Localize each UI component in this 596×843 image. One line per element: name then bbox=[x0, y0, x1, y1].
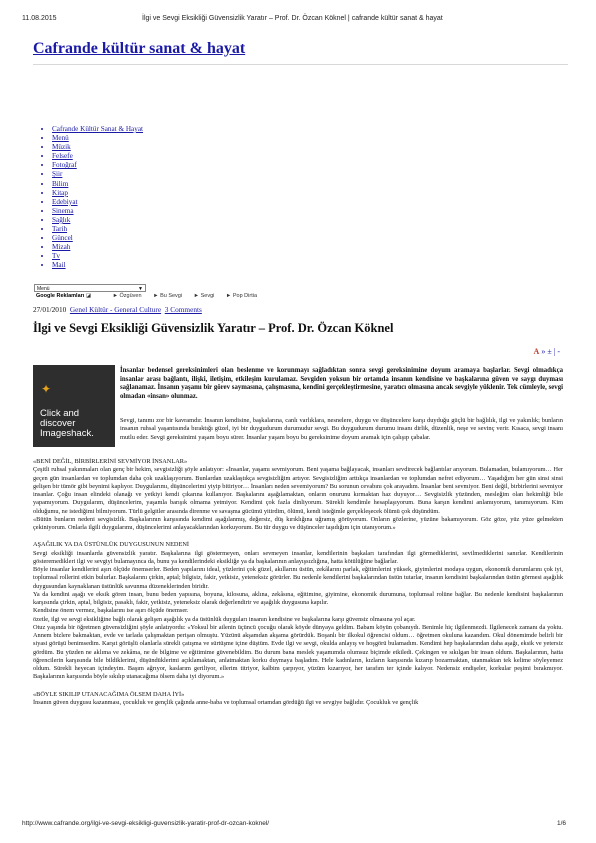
nav-item-health[interactable]: • Sağlık bbox=[52, 216, 143, 225]
category-link[interactable]: Genel Kültür - General Culture bbox=[69, 305, 162, 314]
ad-link[interactable]: ► Özgüven bbox=[112, 293, 142, 299]
nav-item-science[interactable]: • Bilim bbox=[52, 180, 143, 189]
paragraph: Sevgi eksikliği insanlarda güvensizlik yaratır. Başkalarına ilgi göstermeyen, onları sevmeyen insanlar, kendilerinin başkaları tarafından ilgi görmediklerini, sevilmediklerini sanırlar. Kendilerinin gösteremedikleri ilgi ve sevgiyi bulamayınca da, bunu ya kendilerindeki eksikliğe ya da başkalarının anlayışsızlığına, hatta kötülüğüne bağlarlar. bbox=[33, 549, 563, 565]
paragraph: «Bütün bunların nedeni sevgisizlik. Başkalarının karşısında kendimi aşağılanmış, değersiz, düş kırıklığına uğramış görüyorum. Onların gözlerine, yüzüne bakamıyorum. Göz göze, yüz yüze gelmekten çekiniyorum. Onlarla ilgili duygularımı, düşüncelerimi anlayacaklarından korkuyorum. Bu tür duygu ve düşünceler taşıdığım için utanıyorum.» bbox=[33, 515, 563, 531]
page-number: 1/6 bbox=[556, 820, 566, 827]
ad-bar bbox=[36, 293, 267, 299]
print-title: İlgi ve Sevgi Eksikliği Güvensizlik Yaratır – Prof. Dr. Özcan Köknel | cafrande kültür sanat & hayat bbox=[142, 15, 443, 22]
section-heading: «BÖYLE SIKILIP UTANACAĞIMA ÖLSEM DAHA İYİ» bbox=[33, 690, 185, 698]
page-url: http://www.cafrande.org/ilgi-ve-sevgi-eksikligi-guvensizlik-yaratir-prof-dr-ozcan-koknel/ bbox=[22, 820, 270, 827]
ad-choice-icon: ◪ bbox=[85, 293, 92, 299]
main-nav bbox=[36, 125, 143, 271]
nav-item-history[interactable]: • Tarih bbox=[52, 225, 143, 234]
section-heading: AŞAĞILIK YA DA ÜSTÜNLÜK DUYGUSUNUN NEDENİ bbox=[33, 541, 189, 549]
comments-link[interactable]: 3 Comments bbox=[164, 305, 202, 314]
paragraph: İnsanın güven duygusu kazanması, çocukluk ve gençlik çağında anne-baba ve toplumsal ortamdan gördüğü ilgi ve sevgiye bağlıdır. Çocukluk ve gençlik bbox=[33, 698, 419, 706]
post-date: 27/01/2010 bbox=[33, 305, 67, 314]
print-footer bbox=[22, 820, 574, 827]
nav-item-poetry[interactable]: • Şiir bbox=[52, 170, 143, 179]
nav-item-menu[interactable]: • Menü bbox=[52, 134, 143, 143]
print-date: 11.08.2015 bbox=[22, 15, 57, 22]
post-meta bbox=[33, 305, 202, 314]
nav-item-music[interactable]: • Müzik bbox=[52, 143, 143, 152]
nav-item-literature[interactable]: • Edebiyat bbox=[52, 198, 143, 207]
paragraph: Çeşitli ruhsal yakınmaları olan genç bir hekim, sevgisizliği şöyle anlatıyor: «İnsanlar, yaşamı sevmiyorum. Beni yaşama bağlayacak, insanları sevdirecek bağlantılar arıyorum. Bulamadan, bulamıyorum… Her geçen gün insanlardan ve toplumdan daha çok uzaklaşıyorum. Bunlardan uzaklaştıkça sevgisizliğim artıyor. Sevgisizliğim arttıkça insanlardan ve toplumdan nefret ediyorum… Yaşadığım her gün sinsi sinsi gelişen bir tümör gibi beynimi kaplıyor. Duygularımı, düşüncelerimi yiyip bitiriyor… İnsanları neden sevemiyorum? Bu sorunun cevabını çok arayadım. İnsanlar beni sevmiyor. Beni değil, birbirlerini sevmiyor insanlar. Çoğu insan elindeki olanağı ve yetkiyi kendi çıkarına kullanıyor. Başkalarını aşağılamaktan, onların onurunu kırmaktan haz duyuyor… Sevgisizlik yüzünden, mesleğim olan hekimliği bile yapamıyorum. Duygularım, düşüncelerim, yaşamla barışık olmama yetmiyor. Kendimi çok fazla dinliyorum. Sürekli kendimle hesaplaşıyorum. Buna karşın kendimi anlamıyorum, tanımıyorum. Kim olduğumu, ne istediğimi bilmiyorum. Türlü gelgitler arasında direnme ve savaşma gücümü yitirdim, ölümü, kendi isteğimle gerçekleşecek ölümü çok düşündüm. bbox=[33, 466, 563, 515]
ad-link[interactable]: ► Sevgi bbox=[193, 293, 215, 299]
intro-bold-paragraph: İnsanlar bedensel gereksinimleri olan beslenme ve korunmayı sağladıktan sonra sevgi gereksinimine doyum aramaya başlarlar. Sevgi olmadıkça insanlar arası bağlantı, ilişki, iletişim, etkileşim kurulamaz. Sevgiden yoksun bir ortamda insanın kendisine ve başkalarına güven ve saygı duyması sağlanamaz. İnsanın yaşamı bir görev saymasına, çalışmasına, kendini gerçekleştirmesine, yaratıcı olmasına ancak sevgiyle yüklenir. Tek cümleyle, sevgi olmadan «insan» olunmaz. bbox=[120, 367, 563, 400]
paragraph: Kendisine önem vermez, başkalarını ise aşırı ölçüde önemser. bbox=[33, 607, 189, 615]
nav-item-humor[interactable]: • Mizah bbox=[52, 243, 143, 252]
post-title: İlgi ve Sevgi Eksikliği Güvensizlik Yaratır – Prof. Dr. Özcan Köknel bbox=[33, 321, 394, 335]
site-title-link[interactable]: Cafrande kültür sanat & hayat bbox=[33, 40, 246, 57]
nav-item-philosophy[interactable]: • Felsefe bbox=[52, 152, 143, 161]
header-divider bbox=[33, 64, 568, 65]
imageshack-badge[interactable] bbox=[33, 365, 115, 447]
imageshack-text: Click and discover Imageshack. bbox=[40, 408, 94, 439]
paragraph: Ya da kendini aşağı ve eksik gören insan, bunu beden yapısına, boyuna, kilosuna, aklına, zekâsına, eğitimine, giyimine, ekonomik durumuna, toplumsal rolüne bağlar. Bu nedenle kendisini başkalarının karşısında çirkin, aptal, bilgisiz, pasaklı, fakir, yetkisiz, yeteneksiz olarak değerlendirir ve aşağılık duygusuna kapılır. bbox=[33, 590, 563, 606]
font-reset-button[interactable]: ± bbox=[547, 347, 552, 356]
ad-label: Google Reklamları bbox=[36, 293, 85, 299]
text-size-sep: » bbox=[541, 347, 546, 356]
article-body bbox=[33, 458, 563, 707]
font-smaller-button[interactable]: - bbox=[557, 347, 560, 356]
nav-item-photography[interactable]: • Fotoğraf bbox=[52, 161, 143, 170]
font-larger-button[interactable]: A bbox=[533, 347, 540, 356]
chevron-down-icon: ▼ bbox=[138, 286, 143, 292]
menu-select[interactable] bbox=[34, 284, 146, 292]
section-heading: «BENİ DEĞİL, BİRBİRLERİNİ SEVMİYOR İNSANLAR» bbox=[33, 458, 188, 465]
nav-item-home[interactable]: • Cafrande Kültür Sanat & Hayat bbox=[52, 125, 143, 134]
intro-paragraph: Sevgi, tanımı zor bir kavramdır. İnsanın kendisine, başkalarına, canlı varlıklara, nesnelere, duygu ve düşüncelere karşı duyduğu güçlü bir bağlılık, ilgi ve yakınlık; bunların insanın ruhsal yaşantısında bıraktığı güzel, iyi bir duygudurum durumudur sevgi. Bu duygudurum durumu insanı dirlik, düzenlik, neşe ve sevinç verir. Kısaca, sevgi insanı mutlu eder. Sevgi gereksinimi yaşam boyu sürer. İnsanlar yaşam boyu bu gereksinime doyum aramak için çalışıp çabalar. bbox=[120, 417, 563, 441]
nav-item-tv[interactable]: • Tv bbox=[52, 252, 143, 261]
paragraph: Otuz yaşında bir öğretmen güvensizliğini şöyle anlatıyordu: «Yoksul bir ailenin üçüncü çocuğu olarak köyde dünyaya geldim. Babam köyün çobanıydı. Benimle hiç ilgilenmezdi. İlgilenecek zamanı da yoktu. Annem bizlere bakmaktan, evde ve tarlada çalışmaktan perişan olmuştu. Yüzünü akşamdan akşama görürdük. Boşanlı bir ilkokul öğrencisi oldum… öğretmen okuluna kazandım. Okul dönemimde belirli bir siyasi görüşü benimsedim. Karşıt görüşlü olanlarla sürekli çatışma ve sürtüşme içine düştüm. Evde ilgi ve sevgi, okulda anlayış ve hoşgörü bulamadım. Kendimi hep başkalarından daha aşağı, eksik ve yetersiz gördüm. Bu yüzden ne aklıma ve zekâma, ne de bilgime ve eğitimime güvenebildim. Bu durum bana meslek yaşamımda olumsuz biçimde etkiledi. Çekingen ve sıkılgan bir insan oldum. Başkalarının, hatta öğrencilerin karşısında bile bildiklerimi, düşündüklerimi açıklamaktan, anlatmaktan korku duymaya başladım. Hele kadınların, kızların karşısında kızarıp bozarmaktan, utanmaktan tek kelime söyleyemez oldum. Sürekli heyecan içindeyim. Başım ağrıyor, kaslarım geriliyor, ellerim titriyor, kalbim çarpıyor, yüzüm kızarıyor, her tarafım ter içinde kalıyor. Nedensiz endişeler, korkular peşimi bırakmıyor. Başkalarının karşısında böyle sıkılıp utanacağıma ölsem daha iyi diyorum.» bbox=[33, 623, 563, 681]
nav-item-mail[interactable]: • Mail bbox=[52, 261, 143, 270]
menu-select-value: Menü bbox=[37, 286, 50, 292]
ad-link[interactable]: ► Bu Sevgi bbox=[153, 293, 183, 299]
nav-item-books[interactable]: • Kitap bbox=[52, 189, 143, 198]
text-size-sep: | bbox=[553, 347, 556, 356]
nav-item-cinema[interactable]: • Sinema bbox=[52, 207, 143, 216]
ad-link[interactable]: ► Pop Dirtia bbox=[225, 293, 258, 299]
frog-logo-icon: ✦ bbox=[41, 382, 52, 396]
paragraph: Böyle insanlar kendilerini aşırı ölçüde önemserler. Beden yapılarını ideal, yüzlerini çok güzel, akıllarını üstün, zekâlarını parlak, eğitimlerini yüksek, giyimlerini modaya uygun, ekonomik durumlarını çok iyi, toplumsal rollerini etkin bulurlar. Başkalarını çirkin, aptal; bilgisiz, fakir, yetkisiz, yeteneksiz görürler. Bu nedenle kendilerini başkalarından üstün tutarlar, insanın kendisini başkalarından üstün görmesi aşağılık duygusundan kaynaklanan üstünlük savunma düzeneklerinden biridir. bbox=[33, 566, 563, 590]
text-size-tools bbox=[534, 347, 560, 356]
nav-item-current[interactable]: • Güncel bbox=[52, 234, 143, 243]
paragraph: özetle, ilgi ve sevgi eksikliğine bağlı olarak gelişen aşağılık ya da üstünlük duyguları insanın kendisine ve başkalarına karşı güvensiz olmasına yol açar. bbox=[33, 615, 416, 623]
